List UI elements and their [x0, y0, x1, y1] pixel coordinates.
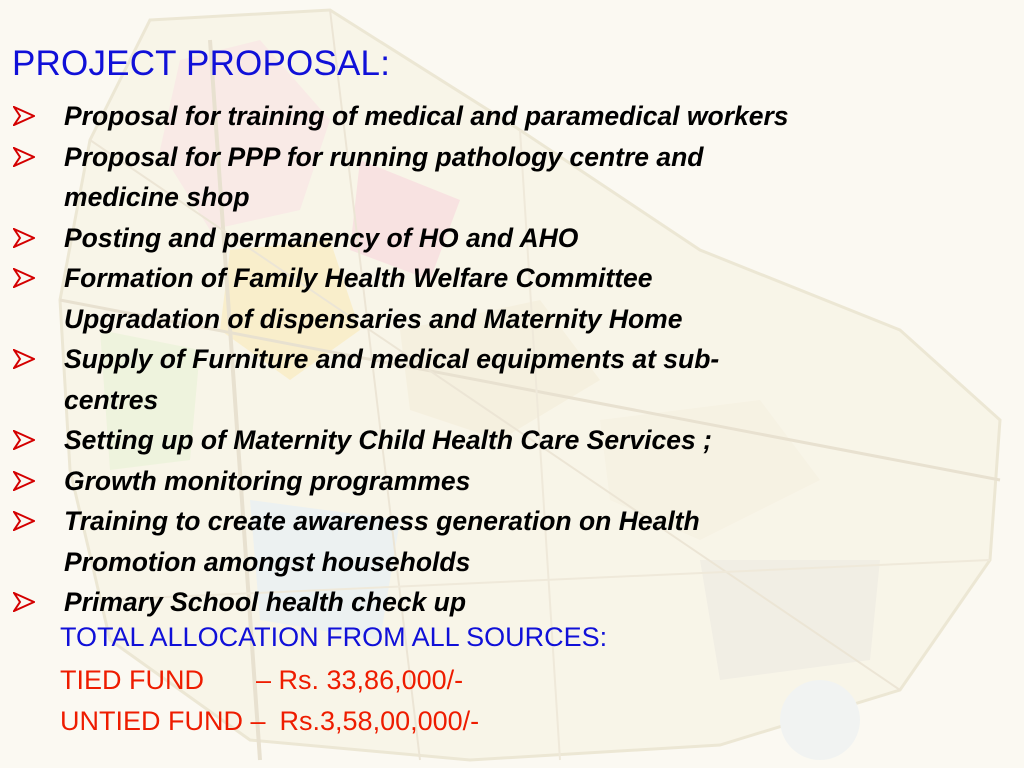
proposal-bullet-list: [0, 96, 1010, 623]
proposal-list-item: [0, 137, 1010, 218]
arrowhead-bullet-icon: [13, 147, 35, 167]
arrowhead-bullet-icon: [13, 349, 35, 369]
untied-fund-label: UNTIED FUND –: [60, 706, 266, 736]
proposal-item-text: Proposal for PPP for running pathology centre and: [64, 141, 704, 172]
proposal-list-item: [0, 258, 1010, 339]
arrowhead-bullet-icon: [13, 228, 35, 248]
proposal-list-item: [0, 218, 1010, 259]
arrowhead-bullet-icon: [13, 106, 35, 126]
untied-fund-value: Rs.3,58,00,000/-: [279, 706, 480, 736]
proposal-item-text: Upgradation of dispensaries and Maternity Home: [64, 303, 683, 334]
proposal-list-item: [0, 461, 1010, 502]
tied-fund-label: TIED FUND: [60, 665, 204, 695]
proposal-list-item: [0, 501, 1010, 582]
arrowhead-bullet-icon: [13, 430, 35, 450]
proposal-item-text: medicine shop: [64, 182, 250, 212]
untied-fund-line: [60, 706, 479, 737]
proposal-list-item: [0, 582, 1010, 623]
arrowhead-bullet-icon: [13, 592, 35, 612]
proposal-list-item: [0, 96, 1010, 137]
proposal-list-item: [0, 420, 1010, 461]
proposal-item-text: Proposal for training of medical and paramedical workers: [64, 101, 789, 131]
proposal-item-text: Primary School health check up: [64, 587, 467, 617]
proposal-item-text: Posting and permanency of HO and AHO: [64, 222, 579, 253]
arrowhead-bullet-icon: [13, 511, 35, 531]
tied-fund-value: – Rs. 33,86,000/-: [256, 665, 464, 695]
proposal-item-text: Setting up of Maternity Child Health Care Services ;: [64, 425, 712, 455]
proposal-item-text: Formation of Family Health Welfare Committee: [64, 263, 653, 293]
proposal-item-text: Promotion amongst households: [64, 546, 471, 577]
tied-fund-line: [60, 665, 463, 696]
slide-title: PROJECT PROPOSAL:: [12, 44, 391, 83]
total-allocation-heading: TOTAL ALLOCATION FROM ALL SOURCES:: [60, 622, 608, 652]
proposal-item-text: Supply of Furniture and medical equipments at sub-: [64, 344, 720, 374]
proposal-item-text: Training to create awareness generation on Health: [64, 506, 700, 536]
proposal-list-item: [0, 339, 1010, 420]
proposal-item-text: Growth monitoring programmes: [64, 465, 471, 496]
arrowhead-bullet-icon: [13, 268, 35, 288]
arrowhead-bullet-icon: [13, 471, 35, 491]
proposal-item-text: centres: [64, 384, 159, 415]
